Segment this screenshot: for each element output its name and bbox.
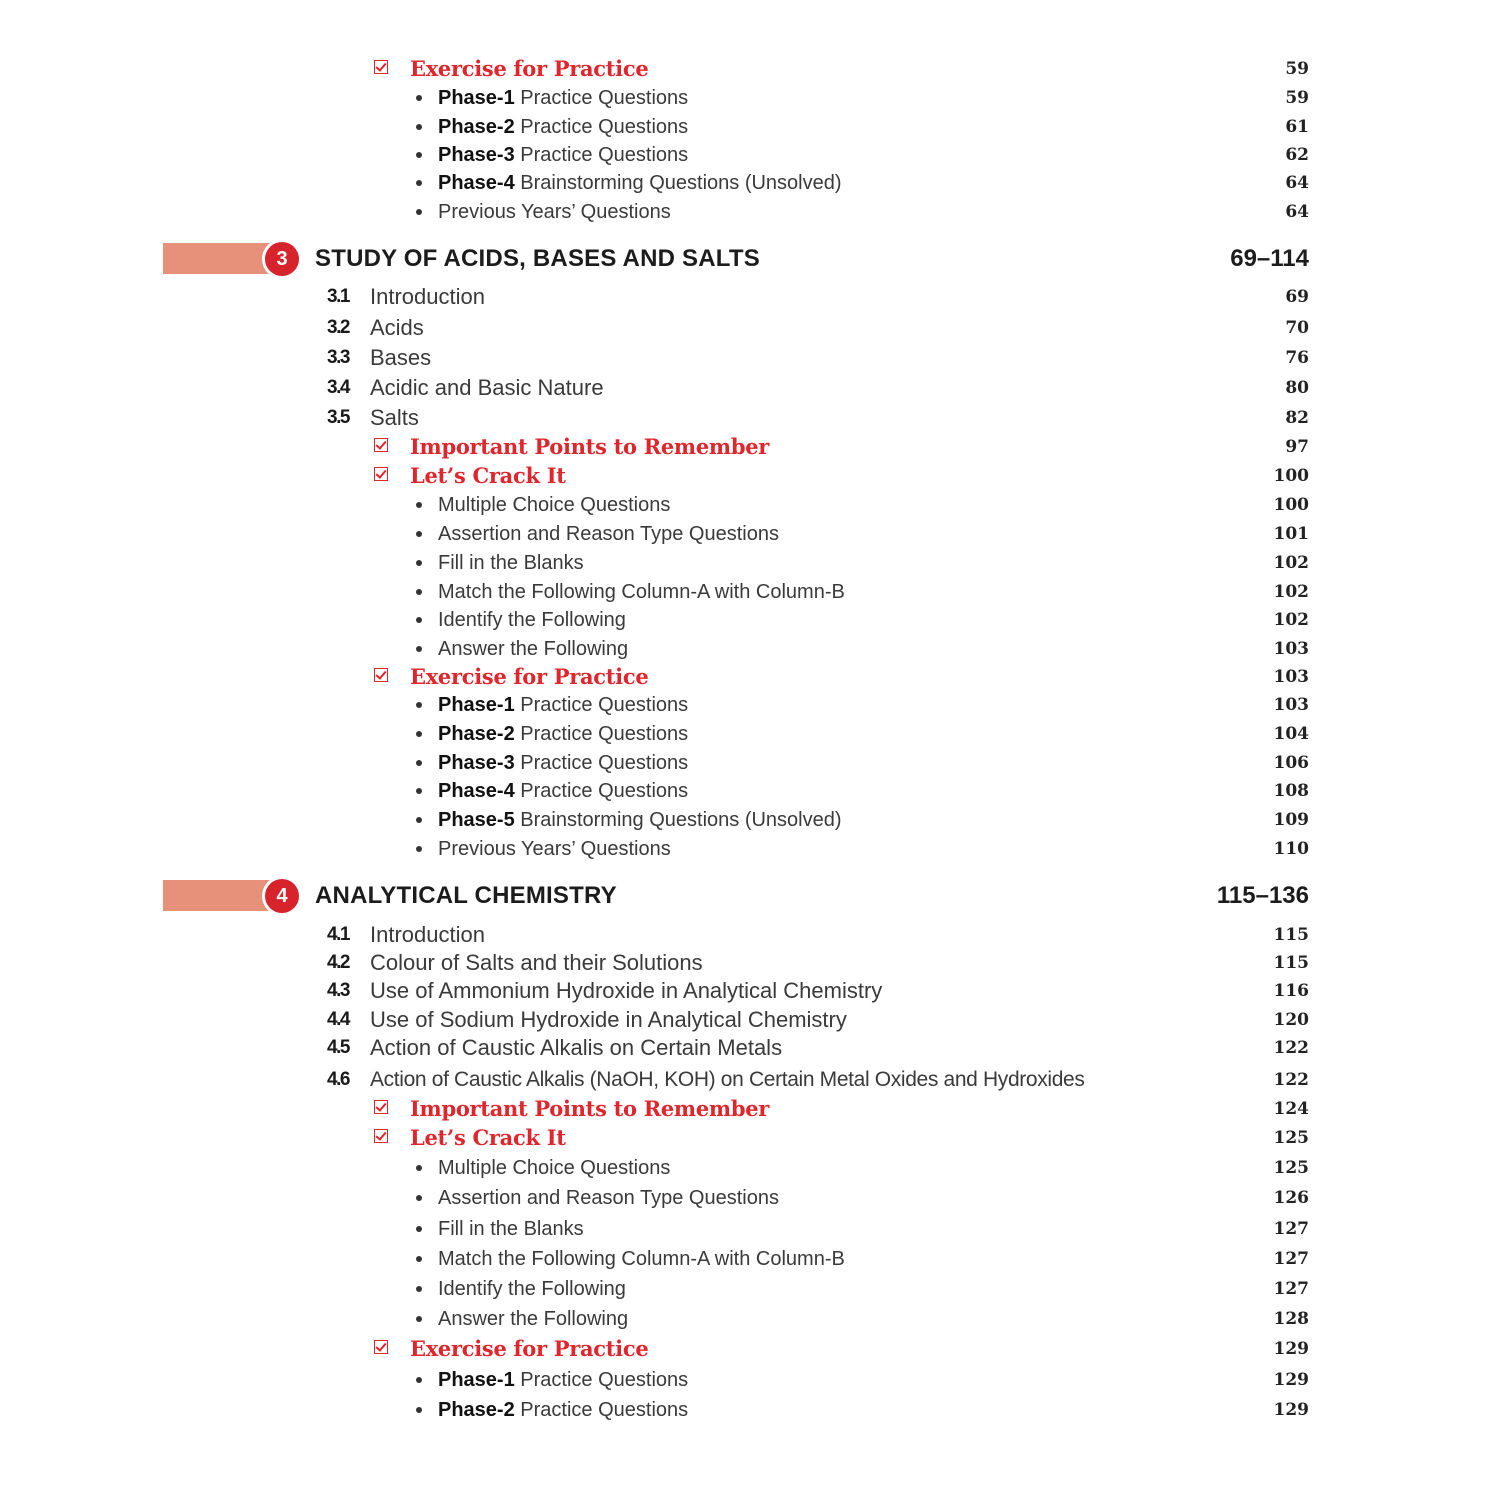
page-number: 100 (1273, 495, 1309, 515)
page-number: 62 (1285, 145, 1309, 165)
bullet-icon (416, 1226, 422, 1232)
subtopic-text: Assertion and Reason Type Questions (438, 1187, 779, 1209)
bullet-icon (416, 1256, 422, 1262)
page-number: 126 (1273, 1188, 1309, 1208)
phase-label: Phase-2 (438, 723, 515, 745)
subtopic-entry[interactable] (0, 834, 1500, 864)
section-entry[interactable] (0, 343, 1500, 373)
subtopic-entry[interactable] (0, 805, 1500, 835)
bullet-icon (416, 702, 422, 708)
subtopic-text: Practice Questions (514, 144, 689, 166)
subtopic-title (438, 690, 688, 720)
section-number: 4.2 (327, 952, 349, 973)
page-number: 101 (1273, 524, 1309, 544)
page-number: 102 (1273, 582, 1309, 602)
phase-label: Phase-5 (438, 809, 515, 831)
chapter-title: STUDY OF ACIDS, BASES AND SALTS (315, 245, 760, 272)
subtopic-text: Match the Following Column-A with Column-B (438, 1248, 845, 1270)
section-entry[interactable] (0, 948, 1500, 978)
chapter-heading[interactable] (0, 239, 1500, 279)
page-number: 80 (1285, 378, 1309, 398)
subtopic-entry[interactable] (0, 1274, 1500, 1304)
section-number: 4.4 (327, 1009, 349, 1030)
page-number: 120 (1273, 1010, 1309, 1030)
bullet-icon (416, 209, 422, 215)
page-number: 61 (1285, 117, 1309, 137)
page-number: 82 (1285, 408, 1309, 428)
chapter-banner-bar (163, 880, 273, 911)
subtopic-title (438, 490, 670, 520)
bullet-icon (416, 1316, 422, 1322)
section-title: Bases (370, 345, 432, 370)
subtopic-text: Match the Following Column-A with Column-B (438, 581, 845, 603)
subtopic-title (438, 748, 688, 778)
subtopic-entry[interactable] (0, 197, 1500, 227)
checkbox-checked-icon (374, 60, 388, 74)
page-number: 115 (1273, 925, 1309, 945)
subtopic-entry[interactable] (0, 1365, 1500, 1395)
subtopic-text: Brainstorming Questions (Unsolved) (514, 172, 842, 194)
page-number: 103 (1273, 667, 1309, 687)
subtopic-title (438, 1274, 626, 1304)
subtopic-title (438, 1304, 628, 1334)
subtopic-entry[interactable] (0, 1183, 1500, 1213)
section-number: 4.6 (327, 1069, 349, 1090)
subtopic-entry[interactable] (0, 490, 1500, 520)
bullet-icon (416, 817, 422, 823)
feature-entry[interactable] (0, 54, 1500, 84)
subtopic-title (438, 519, 779, 549)
chapter-page-range: 115–136 (1216, 882, 1309, 909)
section-entry[interactable] (0, 920, 1500, 950)
bullet-icon (416, 502, 422, 508)
subtopic-title (438, 577, 845, 607)
feature-title: Important Points to Remember (410, 1096, 770, 1121)
page-number: 129 (1273, 1370, 1309, 1390)
subtopic-text: Identify the Following (438, 609, 626, 631)
bullet-icon (416, 589, 422, 595)
checkbox-checked-icon (374, 1340, 388, 1354)
subtopic-entry[interactable] (0, 1395, 1500, 1425)
chapter-heading[interactable] (0, 876, 1500, 916)
page-number: 103 (1273, 639, 1309, 659)
subtopic-title (438, 1244, 845, 1274)
bullet-icon (416, 560, 422, 566)
phase-label: Phase-3 (438, 752, 515, 774)
subtopic-text: Practice Questions (514, 116, 689, 138)
bullet-icon (416, 788, 422, 794)
checkbox-checked-icon (374, 438, 388, 452)
section-number: 3.4 (327, 377, 349, 398)
phase-label: Phase-1 (438, 1369, 515, 1391)
section-number: 4.5 (327, 1037, 349, 1058)
subtopic-title (438, 1153, 670, 1183)
page-number: 103 (1273, 695, 1309, 715)
section-number: 4.1 (327, 924, 349, 945)
feature-title: Let’s Crack It (410, 463, 566, 488)
subtopic-entry[interactable] (0, 1244, 1500, 1274)
section-title: Introduction (370, 922, 485, 947)
subtopic-text: Multiple Choice Questions (438, 494, 671, 516)
feature-entry[interactable] (0, 461, 1500, 491)
page-number: 97 (1285, 437, 1309, 457)
phase-label: Phase-3 (438, 144, 515, 166)
subtopic-text: Practice Questions (514, 1369, 689, 1391)
section-entry[interactable] (0, 1033, 1500, 1063)
subtopic-text: Practice Questions (514, 1399, 689, 1421)
section-entry[interactable] (0, 1065, 1500, 1095)
checkbox-checked-icon (374, 668, 388, 682)
page-number: 128 (1273, 1309, 1309, 1329)
section-entry[interactable] (0, 1005, 1500, 1035)
feature-entry[interactable] (0, 1094, 1500, 1124)
section-entry[interactable] (0, 313, 1500, 343)
section-title: Action of Caustic Alkalis (NaOH, KOH) on Certain Metal Oxides and Hydroxides (370, 1068, 1085, 1091)
subtopic-title (438, 1395, 688, 1425)
checkbox-checked-icon (374, 1100, 388, 1114)
section-number: 4.3 (327, 980, 349, 1001)
page-number: 115 (1273, 953, 1309, 973)
subtopic-text: Practice Questions (514, 694, 689, 716)
subtopic-title (438, 605, 626, 635)
section-title: Salts (370, 405, 419, 430)
bullet-icon (416, 1165, 422, 1171)
section-number: 3.3 (327, 347, 349, 368)
section-title: Introduction (370, 284, 485, 309)
page-number: 125 (1273, 1158, 1309, 1178)
feature-title: Exercise for Practice (410, 1336, 649, 1361)
section-title: Acids (370, 315, 424, 340)
phase-label: Phase-1 (438, 694, 515, 716)
subtopic-title (438, 168, 842, 198)
page-number: 64 (1285, 202, 1309, 222)
subtopic-text: Identify the Following (438, 1278, 626, 1300)
chapter-number-badge (262, 239, 302, 279)
feature-entry[interactable] (0, 662, 1500, 692)
subtopic-entry[interactable] (0, 776, 1500, 806)
chapter-number: 3 (265, 242, 299, 276)
page-number: 100 (1273, 466, 1309, 486)
bullet-icon (416, 124, 422, 130)
subtopic-text: Fill in the Blanks (438, 1218, 584, 1240)
subtopic-entry[interactable] (0, 1214, 1500, 1244)
subtopic-entry[interactable] (0, 112, 1500, 142)
feature-title: Let’s Crack It (410, 1125, 566, 1150)
page-number: 127 (1273, 1219, 1309, 1239)
section-entry[interactable] (0, 403, 1500, 433)
bullet-icon (416, 1377, 422, 1383)
section-number: 3.5 (327, 407, 349, 428)
subtopic-text: Practice Questions (514, 752, 689, 774)
chapter-page-range: 69–114 (1230, 245, 1309, 272)
section-number: 3.1 (327, 286, 349, 307)
bullet-icon (416, 646, 422, 652)
bullet-icon (416, 846, 422, 852)
bullet-icon (416, 180, 422, 186)
section-title: Use of Sodium Hydroxide in Analytical Chemistry (370, 1007, 847, 1032)
page-number: 64 (1285, 173, 1309, 193)
section-title: Action of Caustic Alkalis on Certain Metals (370, 1035, 783, 1060)
page-number: 70 (1285, 318, 1309, 338)
bullet-icon (416, 1407, 422, 1413)
subtopic-entry[interactable] (0, 1153, 1500, 1183)
section-entry[interactable] (0, 976, 1500, 1006)
subtopic-title (438, 140, 688, 170)
feature-title: Important Points to Remember (410, 434, 770, 459)
subtopic-entry[interactable] (0, 83, 1500, 113)
page-number: 125 (1273, 1128, 1309, 1148)
section-title: Colour of Salts and their Solutions (370, 950, 703, 975)
section-entry[interactable] (0, 282, 1500, 312)
section-title: Use of Ammonium Hydroxide in Analytical Chemistry (370, 978, 883, 1003)
subtopic-text: Answer the Following (438, 638, 629, 660)
page-number: 129 (1273, 1400, 1309, 1420)
page-number: 104 (1273, 724, 1309, 744)
page-number: 69 (1285, 287, 1309, 307)
bullet-icon (416, 531, 422, 537)
subtopic-entry[interactable] (0, 140, 1500, 170)
page-number: 127 (1273, 1249, 1309, 1269)
section-title: Acidic and Basic Nature (370, 375, 604, 400)
page-number: 109 (1273, 810, 1309, 830)
chapter-title: ANALYTICAL CHEMISTRY (315, 882, 617, 909)
page-number: 127 (1273, 1279, 1309, 1299)
subtopic-title (438, 805, 842, 835)
page-number: 76 (1285, 348, 1309, 368)
subtopic-entry[interactable] (0, 168, 1500, 198)
subtopic-entry[interactable] (0, 748, 1500, 778)
page-number: 102 (1273, 610, 1309, 630)
feature-entry[interactable] (0, 1123, 1500, 1153)
page-number: 110 (1273, 839, 1309, 859)
page-number: 116 (1273, 981, 1309, 1001)
page-number: 122 (1273, 1038, 1309, 1058)
subtopic-title (438, 197, 671, 227)
subtopic-title (438, 548, 584, 578)
subtopic-title (438, 834, 671, 864)
subtopic-title (438, 634, 628, 664)
subtopic-text: Practice Questions (514, 723, 689, 745)
subtopic-text: Previous Years’ Questions (438, 838, 671, 860)
bullet-icon (416, 617, 422, 623)
chapter-number-badge (262, 876, 302, 916)
subtopic-text: Practice Questions (514, 780, 689, 802)
subtopic-text: Brainstorming Questions (Unsolved) (514, 809, 842, 831)
subtopic-entry[interactable] (0, 577, 1500, 607)
subtopic-title (438, 1183, 779, 1213)
chapter-banner-bar (163, 243, 273, 274)
subtopic-entry[interactable] (0, 548, 1500, 578)
bullet-icon (416, 1286, 422, 1292)
phase-label: Phase-4 (438, 780, 515, 802)
phase-label: Phase-2 (438, 1399, 515, 1421)
subtopic-entry[interactable] (0, 1304, 1500, 1334)
subtopic-text: Assertion and Reason Type Questions (438, 523, 779, 545)
subtopic-text: Answer the Following (438, 1308, 629, 1330)
subtopic-text: Fill in the Blanks (438, 552, 584, 574)
page-number: 59 (1285, 88, 1309, 108)
bullet-icon (416, 152, 422, 158)
subtopic-title (438, 83, 688, 113)
feature-entry[interactable] (0, 432, 1500, 462)
subtopic-title (438, 719, 688, 749)
subtopic-text: Multiple Choice Questions (438, 1157, 671, 1179)
page-number: 108 (1273, 781, 1309, 801)
page-number: 122 (1273, 1070, 1309, 1090)
subtopic-entry[interactable] (0, 634, 1500, 664)
bullet-icon (416, 760, 422, 766)
bullet-icon (416, 95, 422, 101)
subtopic-title (438, 112, 688, 142)
phase-label: Phase-1 (438, 87, 515, 109)
subtopic-text: Practice Questions (514, 87, 689, 109)
bullet-icon (416, 1195, 422, 1201)
page-number: 106 (1273, 753, 1309, 773)
page-number: 102 (1273, 553, 1309, 573)
page-number: 129 (1273, 1339, 1309, 1359)
page-number: 124 (1273, 1099, 1309, 1119)
feature-title: Exercise for Practice (410, 56, 649, 81)
subtopic-entry[interactable] (0, 719, 1500, 749)
subtopic-entry[interactable] (0, 690, 1500, 720)
subtopic-text: Previous Years’ Questions (438, 201, 671, 223)
page-number: 59 (1285, 59, 1309, 79)
checkbox-checked-icon (374, 467, 388, 481)
section-entry[interactable] (0, 373, 1500, 403)
feature-title: Exercise for Practice (410, 664, 649, 689)
checkbox-checked-icon (374, 1129, 388, 1143)
subtopic-title (438, 1365, 688, 1395)
phase-label: Phase-4 (438, 172, 515, 194)
subtopic-entry[interactable] (0, 605, 1500, 635)
bullet-icon (416, 731, 422, 737)
chapter-number: 4 (265, 879, 299, 913)
section-number: 3.2 (327, 317, 349, 338)
subtopic-title (438, 776, 688, 806)
subtopic-title (438, 1214, 584, 1244)
subtopic-entry[interactable] (0, 519, 1500, 549)
phase-label: Phase-2 (438, 116, 515, 138)
feature-entry[interactable] (0, 1334, 1500, 1364)
